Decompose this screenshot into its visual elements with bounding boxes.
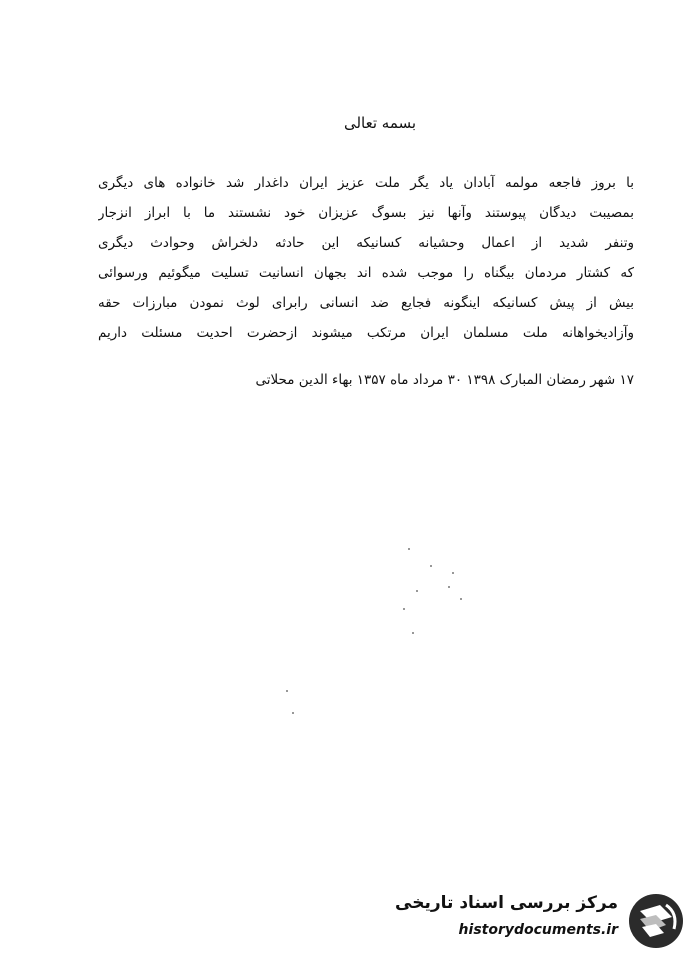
watermark-url: historydocuments.ir — [458, 922, 618, 938]
body-line: بمصیبت دیدگان پیوستند وآنها نیز بسوگ عزیزان خود نشستند ما با ابراز انزجار — [98, 205, 634, 221]
body-line: با بروز فاجعه مولمه آبادان یاد یگر ملت عزیز ایران داغدار شد خانواده های دیگری — [98, 175, 634, 191]
body-line: که کشتار مردمان بیگناه را موجب شده اند بجهان انسانیت تسلیت میگوئیم ورسوائی — [98, 265, 634, 281]
document-body — [98, 168, 634, 348]
body-line: بیش از پیش کسانیکه اینگونه فجایع ضد انسانی رابرای لوث نمودن مبارزات حقه — [98, 295, 634, 311]
body-line: وتنفر شدید از اعمال وحشیانه کسانیکه این حادثه دلخراش وحوادث دیگری — [98, 235, 634, 251]
archive-logo-icon — [626, 891, 686, 951]
body-line: وآزادیخواهانه ملت مسلمان ایران مرتکب میشوند ازحضرت احدیت مسئلت داریم — [98, 325, 634, 341]
archive-watermark — [395, 891, 690, 951]
document-heading: بسمه تعالی — [343, 114, 417, 132]
date-signature-line: ۱۷ شهر رمضان المبارک ۱۳۹۸ ۳۰ مرداد ماه ۱۳۵۷ بهاء الدین محلاتی — [255, 372, 634, 388]
watermark-title: مرکز بررسی اسناد تاریخی — [395, 893, 618, 913]
